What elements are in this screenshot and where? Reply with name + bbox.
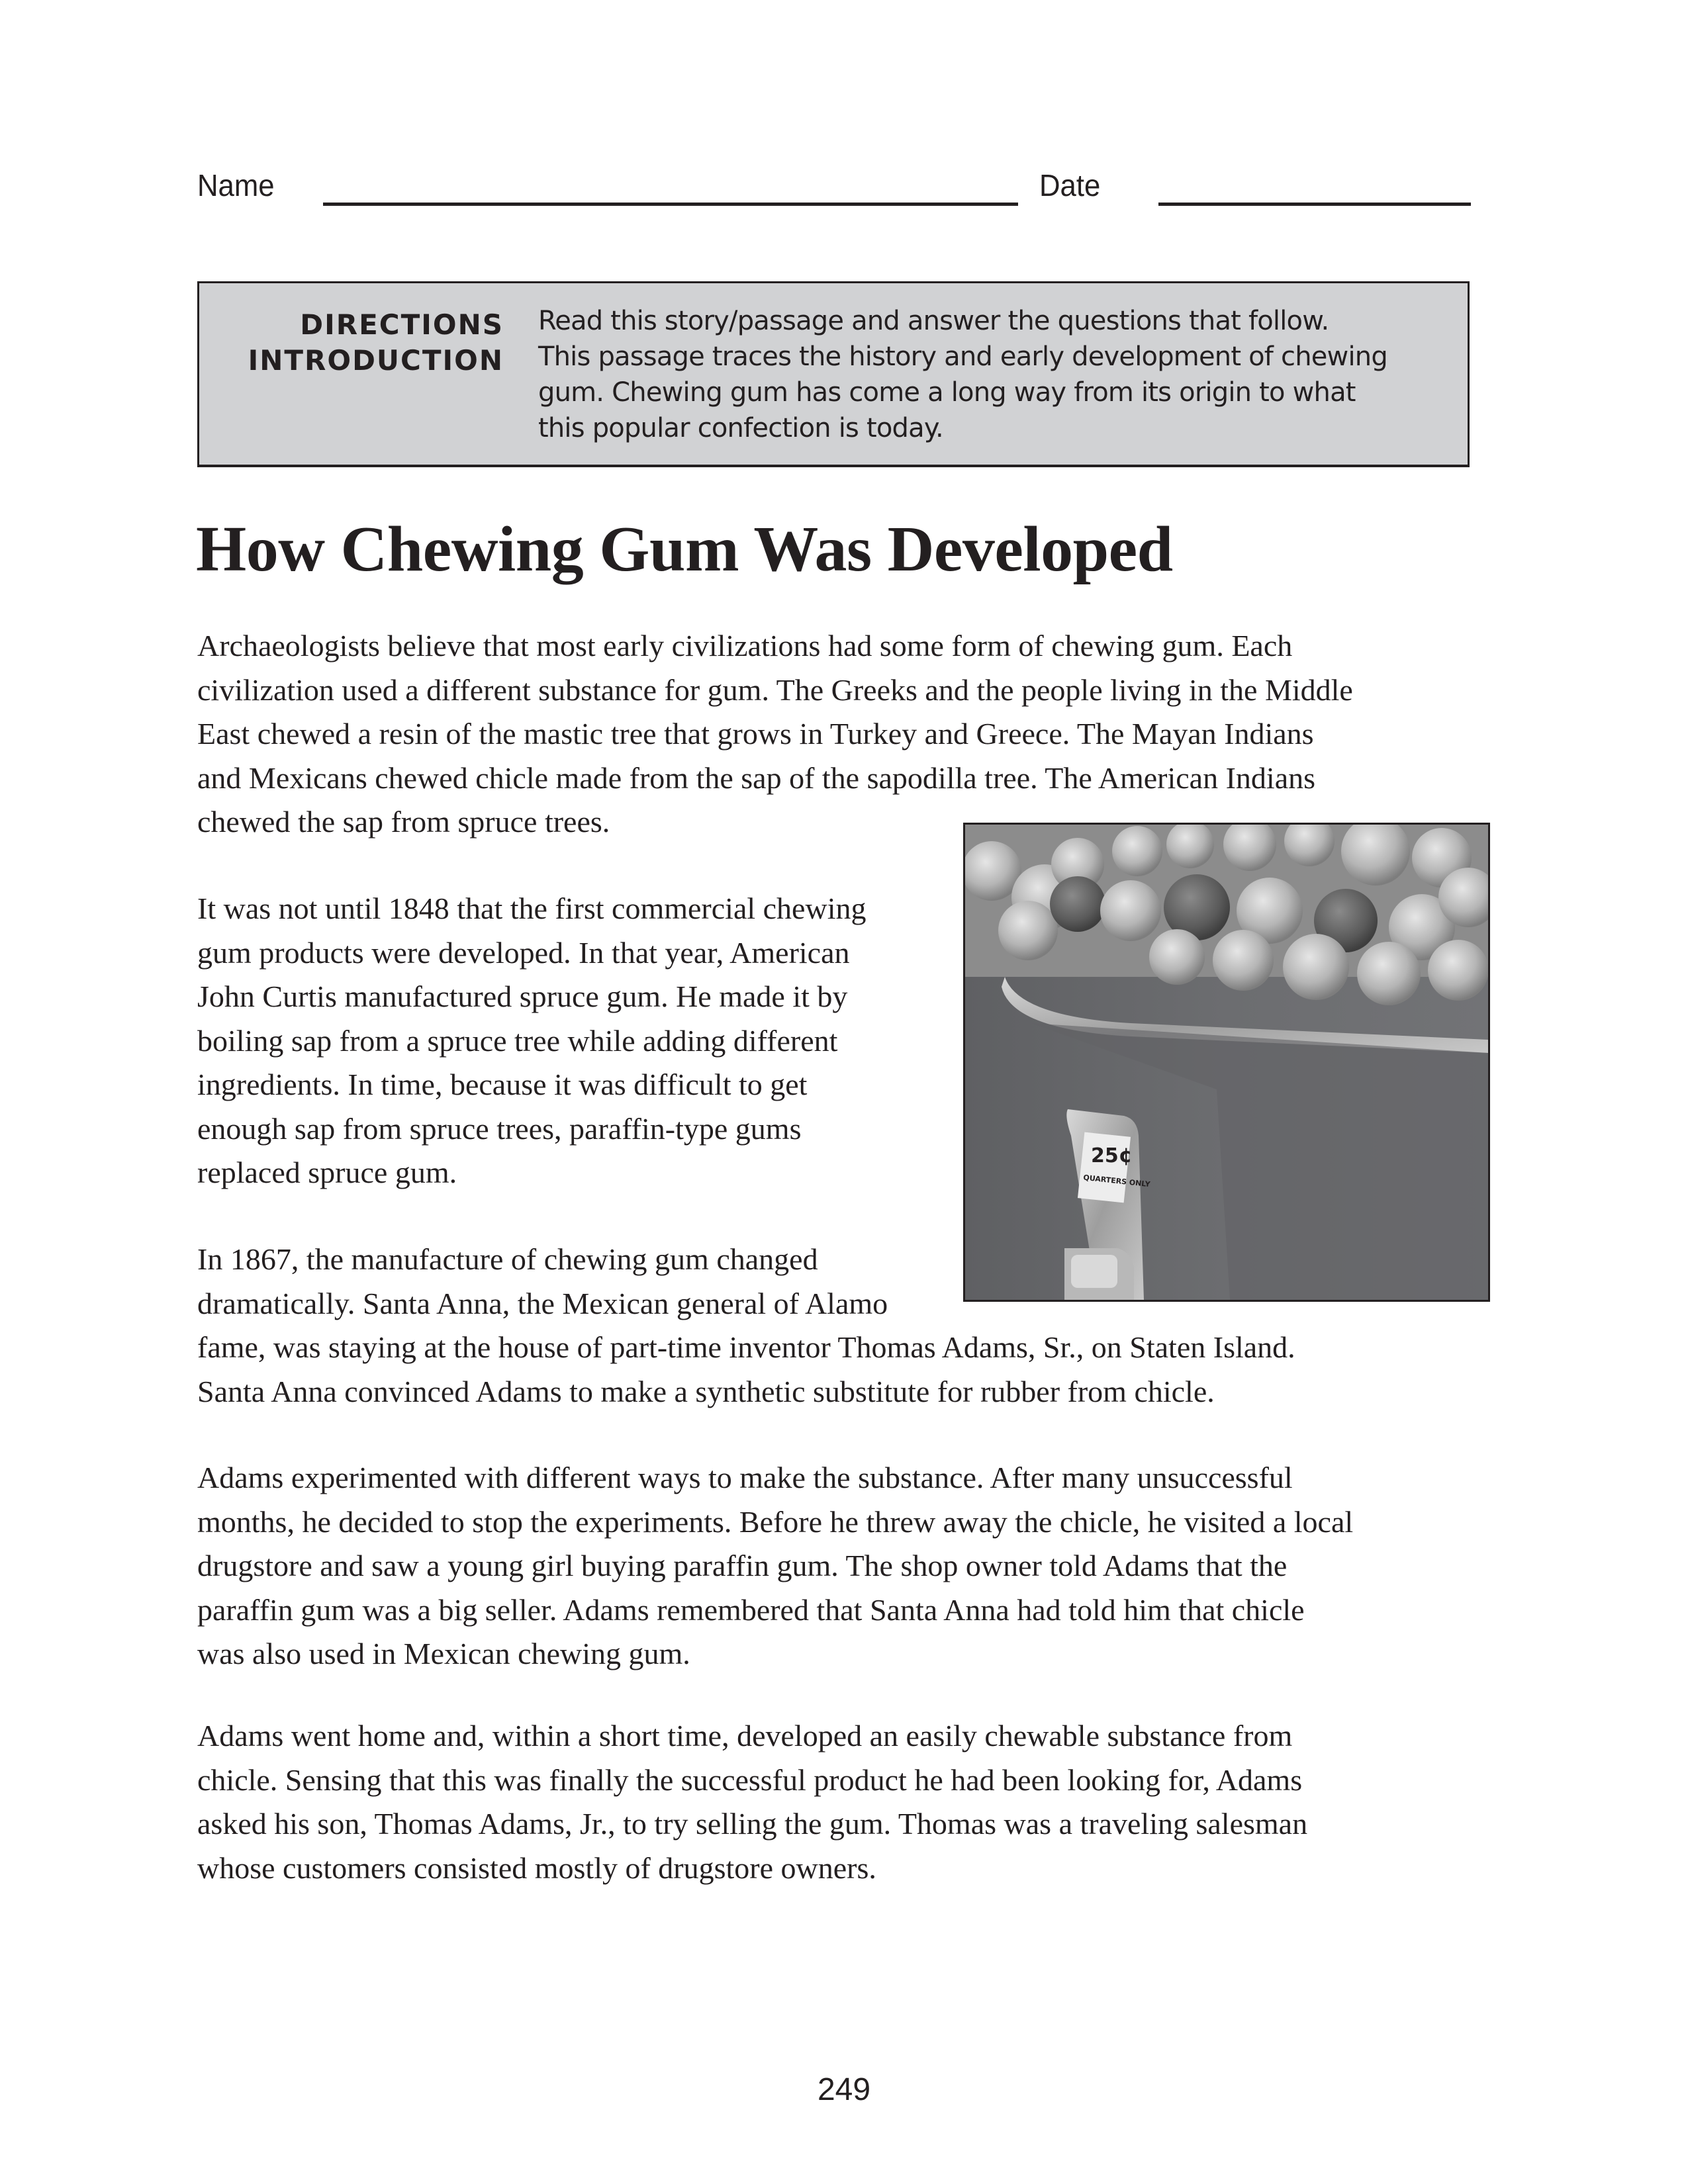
name-label: Name [197,168,275,203]
coin-note-label: QUARTERS ONLY [1082,1173,1151,1189]
paragraph-1 [197,624,1475,844]
name-date-header [197,165,1470,205]
text-line: whose customers consisted mostly of drugstore owners. [197,1850,876,1885]
directions-line: this popular confection is today. [538,413,943,443]
coin-price-label: 25¢ [1091,1144,1133,1167]
text-line: months, he decided to stop the experiments. Before he threw away the chicle, he visited a local [197,1504,1354,1539]
page-title: How Chewing Gum Was Developed [196,514,1173,585]
text-line: boiling sap from a spruce tree while adding different [197,1023,838,1058]
text-line: chicle. Sensing that this was finally the successful product he had been looking for, Adams [197,1762,1303,1797]
directions-line: This passage traces the history and early development of chewing [538,341,1387,372]
text-line: replaced spruce gum. [197,1156,457,1189]
text-line: enough sap from spruce trees, paraffin-type gums [197,1111,802,1146]
paragraph-2 [197,887,952,1195]
text-line: John Curtis manufactured spruce gum. He made it by [197,979,848,1013]
name-field-line[interactable] [323,203,1018,206]
text-line: ingredients. In time, because it was difficult to get [197,1068,808,1101]
text-line: Adams went home and, within a short time, developed an easily chewable substance from [197,1719,1293,1752]
text-line: and Mexicans chewed chicle made from the sap of the sapodilla tree. The American Indians [197,760,1316,795]
text-line: Adams experimented with different ways to make the substance. After many unsuccessful [197,1461,1293,1494]
introduction-heading: INTRODUCTION [248,344,504,377]
paragraph-5 [197,1714,1475,1890]
text-line: drugstore and saw a young girl buying paraffin gum. The shop owner told Adams that the [197,1549,1288,1582]
text-line: gum products were developed. In that year, American [197,935,850,970]
text-line: It was not until 1848 that the first commercial chewing [197,891,867,925]
directions-line: Read this story/passage and answer the questions that follow. [538,306,1329,336]
text-line: Santa Anna convinced Adams to make a synthetic substitute for rubber from chicle. [197,1374,1215,1408]
directions-box [197,281,1470,467]
text-line: fame, was staying at the house of part-time inventor Thomas Adams, Sr., on Staten Island. [197,1330,1295,1364]
directions-text [538,303,1458,446]
text-line: civilization used a different substance for gum. The Greeks and the people living in the Middle [197,672,1353,707]
directions-heading: DIRECTIONS [300,308,504,341]
text-line: paraffin gum was a big seller. Adams remembered that Santa Anna had told him that chicle [197,1592,1305,1627]
directions-labels [199,307,504,379]
text-line: Archaeologists believe that most early civilizations had some form of chewing gum. Each [197,629,1293,662]
directions-line: gum. Chewing gum has come a long way from its origin to what [538,377,1356,408]
date-field-line[interactable] [1158,203,1471,206]
date-label: Date [1039,168,1101,203]
text-line: dramatically. Santa Anna, the Mexican general of Alamo [197,1286,888,1320]
text-line: East chewed a resin of the mastic tree that grows in Turkey and Greece. The Mayan Indians [197,717,1314,751]
gumball-machine-photo [963,823,1490,1302]
text-line: asked his son, Thomas Adams, Jr., to try selling the gum. Thomas was a traveling salesman [197,1807,1308,1841]
text-line: was also used in Mexican chewing gum. [197,1637,690,1670]
paragraph-3 [197,1238,1475,1414]
text-line: In 1867, the manufacture of chewing gum changed [197,1242,818,1276]
text-line: chewed the sap from spruce trees. [197,805,610,839]
gumball-machine-image [965,825,1488,1300]
paragraph-4 [197,1456,1475,1676]
page-number: 249 [817,2072,871,2107]
